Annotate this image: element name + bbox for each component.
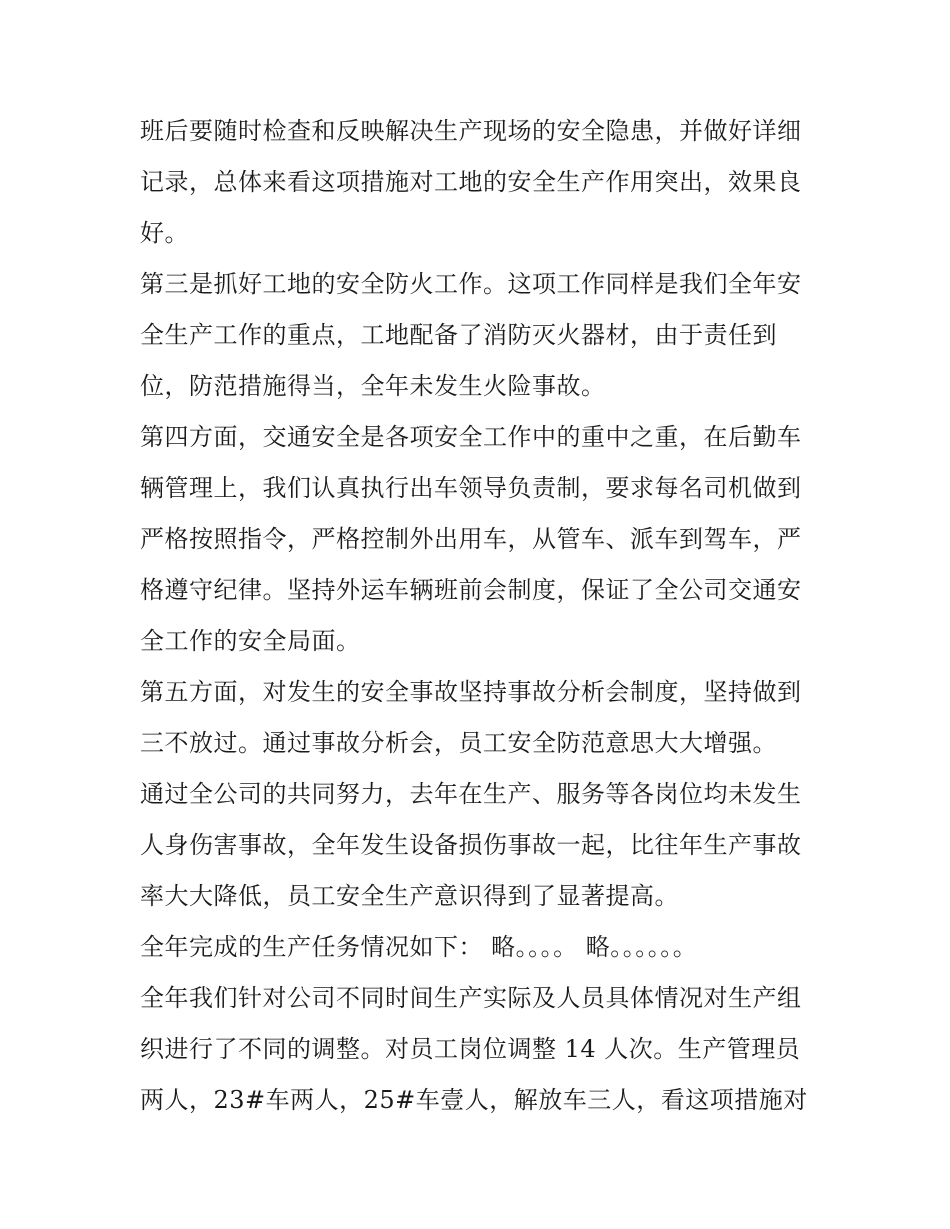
- text-line: 严格按照指令，严格控制外出用车，从管车、派车到驾车，严: [140, 525, 802, 553]
- text-line: 第四方面，交通安全是各项安全工作中的重中之重，在后勤车: [140, 423, 802, 451]
- text-line: 全工作的安全局面。: [140, 627, 361, 655]
- text-line: 织进行了不同的调整。对员工岗位调整 14 人次。生产管理员: [140, 1035, 801, 1063]
- text-line: 好。: [140, 219, 189, 247]
- text-line: 位，防范措施得当，全年未发生火险事故。: [140, 372, 606, 400]
- text-line: 全年我们针对公司不同时间生产实际及人员具体情况对生产组: [140, 984, 802, 1012]
- document-body: [140, 106, 830, 1126]
- text-line: 全年完成的生产任务情况如下： 略。。。。 略。。。。。。: [140, 933, 698, 961]
- text-line: 通过全公司的共同努力，去年在生产、服务等各岗位均未发生: [140, 780, 802, 808]
- text-line: 三不放过。通过事故分析会，员工安全防范意思大大增强。: [140, 729, 777, 757]
- text-line: 人身伤害事故，全年发生设备损伤事故一起，比往年生产事故: [140, 831, 802, 859]
- text-line: 第三是抓好工地的安全防火工作。这项工作同样是我们全年安: [140, 270, 802, 298]
- text-line: 记录，总体来看这项措施对工地的安全生产作用突出，效果良: [140, 168, 802, 196]
- text-line: 格遵守纪律。坚持外运车辆班前会制度，保证了全公司交通安: [140, 576, 802, 604]
- text-line: 第五方面，对发生的安全事故坚持事故分析会制度，坚持做到: [140, 678, 802, 706]
- text-line: 全生产工作的重点，工地配备了消防灭火器材，由于责任到: [140, 321, 777, 349]
- text-line: 辆管理上，我们认真执行出车领导负责制，要求每名司机做到: [140, 474, 802, 502]
- text-line: 两人，23#车两人，25#车壹人，解放车三人，看这项措施对: [140, 1086, 808, 1114]
- text-line: 班后要随时检查和反映解决生产现场的安全隐患，并做好详细: [140, 117, 802, 145]
- text-line: 率大大降低，员工安全生产意识得到了显著提高。: [140, 882, 679, 910]
